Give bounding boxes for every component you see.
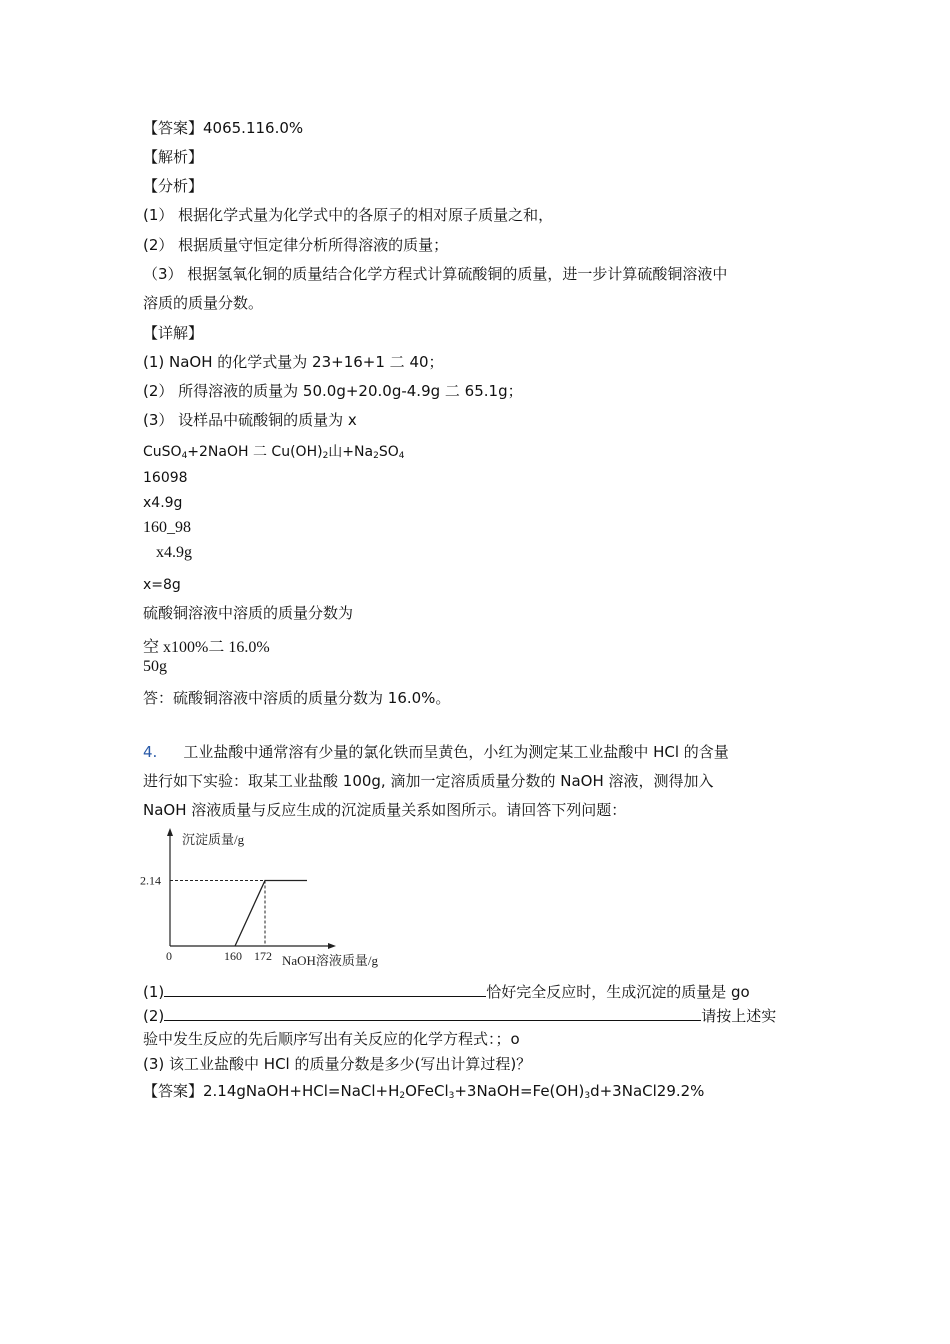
x-tick-label-172: 172 bbox=[254, 949, 272, 963]
calc-line-6: 硫酸铜溶液中溶质的质量分数为 bbox=[143, 604, 354, 622]
y-axis-label: 沉淀质量/g bbox=[182, 832, 245, 847]
x-axis-label: NaOH溶液质量/g bbox=[282, 953, 379, 968]
detail-line-3: (3） 设样品中硫酸铜的质量为 x bbox=[143, 411, 357, 429]
xiangjie-heading: 【详解】 bbox=[143, 324, 204, 342]
calc-line-7: 空 x100%二 16.0% bbox=[143, 639, 270, 656]
jiexi-heading: 【解析】 bbox=[143, 148, 204, 166]
calc-line-8: 50g bbox=[143, 658, 167, 675]
answer-line: 【答案】4065.116.0% bbox=[143, 119, 304, 137]
question-number: 4. bbox=[143, 743, 158, 761]
chemical-equation: CuSO$_4$+2NaOH 二 $Cu(OH)_2$山$+Na_2SO_4$ bbox=[143, 444, 405, 461]
sub-question-2-cont: 验中发生反应的先后顺序写出有关反应的化学方程式：；o bbox=[143, 1030, 520, 1048]
question-4-line-2: 进行如下实验：取某工业盐酸 100g, 滴加一定溶质质量分数的 NaOH 溶液，测得加入 bbox=[143, 772, 714, 790]
answer-blank-2[interactable] bbox=[164, 1006, 701, 1021]
calc-line-3: 160_98 bbox=[143, 519, 191, 536]
analysis-line-3: （3） 根据氢氧化铜的质量结合化学方程式计算硫酸铜的质量，进一步计算硫酸铜溶液中 bbox=[143, 265, 728, 283]
calc-line-2: x4.9g bbox=[143, 495, 183, 511]
x-tick-label-160: 160 bbox=[224, 949, 242, 963]
answer-line-2: 【答案】$2.14gNaOH+HCl=NaCl+H_2OFeCl_3+3NaOH=Fe(OH)_3d+3NaCl29.2\%$ bbox=[143, 1082, 705, 1101]
sub-question-1: (1) 恰好完全反应时，生成沉淀的质量是 go bbox=[143, 983, 750, 1001]
analysis-line-4: 溶质的质量分数。 bbox=[143, 294, 264, 312]
calc-line-5: x=8g bbox=[143, 577, 181, 593]
analysis-line-1: (1） 根据化学式量为化学式中的各原子的相对原子质量之和， bbox=[143, 206, 554, 224]
sub-question-3: (3) 该工业盐酸中 HCl 的质量分数是多少(写出计算过程)？ bbox=[143, 1055, 532, 1073]
x-axis-arrow bbox=[328, 943, 336, 949]
calc-line-4: x4.9g bbox=[156, 544, 192, 561]
question-4-line-1: 4. 工业盐酸中通常溶有少量的氯化铁而呈黄色，小红为测定某工业盐酸中 HCl 的含量 bbox=[143, 743, 729, 761]
analysis-line-2: (2） 根据质量守恒定律分析所得溶液的质量； bbox=[143, 236, 449, 254]
answer-blank-1[interactable] bbox=[164, 982, 486, 997]
origin-label: 0 bbox=[166, 949, 172, 963]
calc-line-1: 16098 bbox=[143, 470, 188, 486]
y-axis-arrow bbox=[167, 828, 173, 836]
fenxi-heading: 【分析】 bbox=[143, 177, 204, 195]
precipitate-chart bbox=[138, 826, 408, 976]
y-tick-label: 2.14 bbox=[140, 873, 161, 888]
detail-line-1: (1) NaOH 的化学式量为 23+16+1 二 40； bbox=[143, 353, 444, 371]
series-line bbox=[235, 880, 307, 946]
question-4-line-3: NaOH 溶液质量与反应生成的沉淀质量关系如图所示。请回答下列问题： bbox=[143, 801, 627, 819]
calc-answer: 答：硫酸铜溶液中溶质的质量分数为 16.0%。 bbox=[143, 689, 451, 707]
detail-line-2: (2） 所得溶液的质量为 50.0g+20.0g-4.9g 二 65.1g； bbox=[143, 382, 523, 400]
sub-question-2: (2) 请按上述实 bbox=[143, 1007, 777, 1025]
